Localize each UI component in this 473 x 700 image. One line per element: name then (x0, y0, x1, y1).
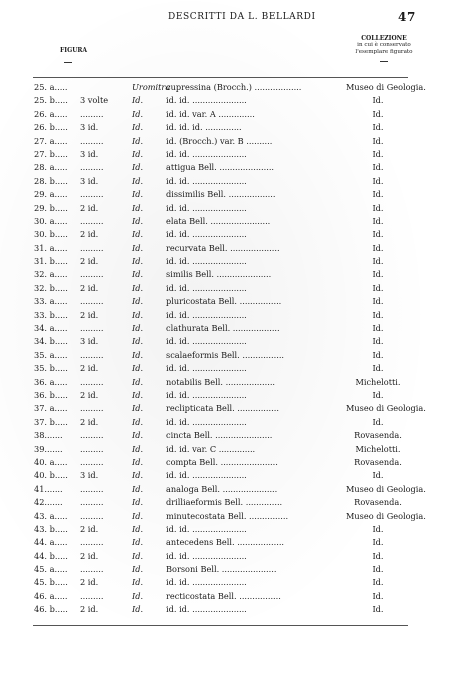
table-row (0, 550, 473, 563)
figure-number: 27. b..... (34, 148, 68, 159)
repeat-count: 2 id. (80, 577, 99, 588)
genus-name: Id. (132, 537, 144, 548)
repeat-count: 3 id. (80, 148, 99, 159)
table-row (0, 175, 473, 188)
species-name: recticostata Bell. ................ (166, 590, 281, 601)
genus-name: Id. (132, 456, 144, 467)
figure-number: 45. a..... (34, 564, 68, 575)
collection-name: Id. (372, 175, 384, 186)
species-name: id. id. ..................... (166, 282, 247, 293)
collection-name: Id. (372, 470, 384, 481)
species-name: pluricostata Bell. ................ (166, 296, 282, 307)
genus-name: Id. (132, 550, 144, 561)
figure-number: 25. a..... (34, 82, 68, 92)
species-name: id. id. ..................... (166, 550, 247, 561)
genus-name: Id. (132, 242, 144, 253)
figure-label: FIGURA (60, 47, 88, 54)
repeat-count: ......... (80, 323, 104, 334)
genus-name: Id. (132, 470, 144, 481)
genus-name: Id. (132, 309, 144, 320)
collection-name: Id. (372, 148, 384, 159)
table-row (0, 469, 473, 482)
repeat-count: 2 id. (80, 550, 99, 561)
repeat-count: 2 id. (80, 256, 99, 267)
repeat-count: 3 id. (80, 470, 99, 481)
species-name: drilliaeformis Bell. .............. (166, 497, 283, 508)
collection-name: Id. (372, 122, 384, 133)
table-row (0, 496, 473, 509)
collection-name: Michelotti. (355, 443, 401, 454)
figure-table (0, 81, 473, 617)
collection-name: Id. (372, 229, 384, 240)
table-row (0, 322, 473, 335)
collection-name: Id. (372, 242, 384, 253)
species-name: cincta Bell. ...................... (166, 430, 273, 441)
collection-label: COLLEZIONE (361, 35, 407, 42)
collection-name: Id. (372, 256, 384, 267)
collection-name: Id. (372, 323, 384, 334)
repeat-count: ......... (80, 162, 104, 173)
genus-name: Id. (132, 256, 144, 267)
species-name: id. id. ..................... (166, 416, 247, 427)
figure-number: 46. b..... (34, 604, 68, 615)
genus-name: Id. (132, 577, 144, 588)
table-row (0, 202, 473, 215)
figure-number: 28. a..... (34, 162, 68, 173)
table-row (0, 402, 473, 415)
genus-name: Id. (132, 323, 144, 334)
table-row (0, 376, 473, 389)
figure-number: 44. b..... (34, 550, 68, 561)
species-name: attigua Bell. ..................... (166, 162, 275, 173)
table-row (0, 523, 473, 536)
repeat-count: 2 id. (80, 309, 99, 320)
figure-number: 41....... (34, 483, 63, 494)
genus-name: Id. (132, 416, 144, 427)
species-name: id. id. var. A .............. (166, 108, 255, 119)
genus-name: Id. (132, 376, 144, 387)
repeat-count: 2 id. (80, 229, 99, 240)
species-name: cupressina (Brocch.) .................. (166, 82, 302, 92)
table-row (0, 563, 473, 576)
species-name: id. id. ..................... (166, 523, 247, 534)
collection-column-heading (352, 35, 416, 62)
collection-name: Museo di Geologia. (346, 403, 426, 414)
figure-heading-dash (64, 62, 72, 63)
collection-name: Rovasenda. (354, 497, 402, 508)
figure-number: 35. b..... (34, 363, 68, 374)
repeat-count: 2 id. (80, 523, 99, 534)
figure-number: 30. a..... (34, 215, 68, 226)
species-name: id. id. ..................... (166, 309, 247, 320)
genus-name: Id. (132, 403, 144, 414)
figure-number: 33. b..... (34, 309, 68, 320)
repeat-count: ......... (80, 497, 104, 508)
collection-name: Id. (372, 108, 384, 119)
figure-number: 37. b..... (34, 416, 68, 427)
figure-number: 36. b..... (34, 389, 68, 400)
repeat-count: ......... (80, 456, 104, 467)
collection-name: Id. (372, 309, 384, 320)
repeat-count: 2 id. (80, 363, 99, 374)
collection-name: Id. (372, 550, 384, 561)
collection-sub2: l'esemplare figurato (355, 49, 413, 55)
species-name: elata Bell. ....................... (166, 215, 271, 226)
figure-number: 33. a..... (34, 296, 68, 307)
table-row (0, 603, 473, 616)
figure-number: 29. a..... (34, 189, 68, 200)
table-row (0, 108, 473, 121)
collection-name: Id. (372, 202, 384, 213)
repeat-count: ......... (80, 564, 104, 575)
collection-sub1: in cui è conservato (357, 42, 411, 48)
figure-number: 28. b..... (34, 175, 68, 186)
repeat-count: 2 id. (80, 416, 99, 427)
collection-name: Rovasenda. (354, 456, 402, 467)
figure-number: 25. b..... (34, 95, 68, 106)
figure-number: 30. b..... (34, 229, 68, 240)
repeat-count: ......... (80, 269, 104, 280)
genus-name: Id. (132, 523, 144, 534)
collection-name: Museo di Geologia. (346, 483, 426, 494)
collection-name: Museo di Geologia. (346, 82, 426, 92)
figure-number: 37. a..... (34, 403, 68, 414)
genus-name: Id. (132, 497, 144, 508)
repeat-count: 3 volte (80, 95, 109, 106)
table-row (0, 362, 473, 375)
collection-name: Id. (372, 95, 384, 106)
species-name: antecedens Bell. .................. (166, 537, 285, 548)
species-name: id. id. ..................... (166, 175, 247, 186)
table-row (0, 188, 473, 201)
figure-number: 43. b..... (34, 523, 68, 534)
figure-number: 40. b..... (34, 470, 68, 481)
repeat-count: 2 id. (80, 604, 99, 615)
genus-name: Id. (132, 336, 144, 347)
collection-name: Id. (372, 590, 384, 601)
species-name: id. id. id. .............. (166, 122, 242, 133)
figure-number: 32. a..... (34, 269, 68, 280)
genus-name: Id. (132, 202, 144, 213)
genus-name: Id. (132, 95, 144, 106)
collection-name: Id. (372, 523, 384, 534)
repeat-count: ......... (80, 135, 104, 146)
repeat-count: 2 id. (80, 389, 99, 400)
repeat-count: ......... (80, 189, 104, 200)
collection-name: Id. (372, 336, 384, 347)
repeat-count: ......... (80, 430, 104, 441)
collection-name: Id. (372, 416, 384, 427)
genus-name: Id. (132, 604, 144, 615)
running-title: DESCRITTI DA L. BELLARDI (168, 12, 316, 22)
table-row (0, 282, 473, 295)
collection-name: Rovasenda. (354, 430, 402, 441)
genus-name: Uromitra (132, 82, 171, 92)
figure-number: 26. b..... (34, 122, 68, 133)
species-name: id. id. ..................... (166, 604, 247, 615)
genus-name: Id. (132, 189, 144, 200)
table-row (0, 135, 473, 148)
species-name: id. id. ..................... (166, 148, 247, 159)
bottom-rule (33, 625, 408, 626)
table-row (0, 510, 473, 523)
table-row (0, 349, 473, 362)
figure-number: 44. a..... (34, 537, 68, 548)
figure-number: 29. b..... (34, 202, 68, 213)
table-row (0, 161, 473, 174)
table-row (0, 268, 473, 281)
repeat-count: ......... (80, 537, 104, 548)
collection-name: Michelotti. (355, 376, 401, 387)
genus-name: Id. (132, 108, 144, 119)
genus-name: Id. (132, 430, 144, 441)
figure-number: 27. a..... (34, 135, 68, 146)
species-name: id. id. var. C .............. (166, 443, 256, 454)
species-name: id. id. ..................... (166, 363, 247, 374)
collection-name: Id. (372, 269, 384, 280)
table-row (0, 590, 473, 603)
species-name: Borsoni Bell. ..................... (166, 564, 277, 575)
species-name: reclipticata Bell. ................ (166, 403, 279, 414)
repeat-count: ......... (80, 590, 104, 601)
genus-name: Id. (132, 135, 144, 146)
species-name: id. id. ..................... (166, 229, 247, 240)
genus-name: Id. (132, 510, 144, 521)
repeat-count: ......... (80, 483, 104, 494)
repeat-count: ......... (80, 108, 104, 119)
repeat-count: ......... (80, 242, 104, 253)
collection-name: Id. (372, 604, 384, 615)
genus-name: Id. (132, 296, 144, 307)
genus-name: Id. (132, 349, 144, 360)
repeat-count: ......... (80, 215, 104, 226)
repeat-count: 3 id. (80, 122, 99, 133)
page-number: 47 (398, 10, 416, 24)
figure-number: 31. b..... (34, 256, 68, 267)
genus-name: Id. (132, 229, 144, 240)
figure-number: 34. a..... (34, 323, 68, 334)
figure-number: 32. b..... (34, 282, 68, 293)
figure-number: 46. a..... (34, 590, 68, 601)
collection-name: Id. (372, 349, 384, 360)
table-row (0, 416, 473, 429)
collection-name: Id. (372, 162, 384, 173)
collection-name: Id. (372, 389, 384, 400)
species-name: compta Bell. ...................... (166, 456, 278, 467)
collection-name: Id. (372, 189, 384, 200)
repeat-count: 2 id. (80, 202, 99, 213)
genus-name: Id. (132, 148, 144, 159)
collection-name: Id. (372, 577, 384, 588)
collection-name: Id. (372, 135, 384, 146)
genus-name: Id. (132, 122, 144, 133)
collection-name: Id. (372, 537, 384, 548)
table-row (0, 335, 473, 348)
figure-number: 40. a..... (34, 456, 68, 467)
species-name: id. id. ..................... (166, 577, 247, 588)
genus-name: Id. (132, 483, 144, 494)
table-row (0, 215, 473, 228)
repeat-count: ......... (80, 510, 104, 521)
species-name: notabilis Bell. ................... (166, 376, 276, 387)
table-row (0, 242, 473, 255)
figure-number: 43. a..... (34, 510, 68, 521)
repeat-count: ......... (80, 349, 104, 360)
species-name: id. id. ..................... (166, 202, 247, 213)
repeat-count: 2 id. (80, 282, 99, 293)
table-row (0, 295, 473, 308)
species-name: id. (Brocch.) var. B .......... (166, 135, 273, 146)
table-row (0, 443, 473, 456)
table-row (0, 456, 473, 469)
species-name: scalaeformis Bell. ................ (166, 349, 285, 360)
genus-name: Id. (132, 215, 144, 226)
genus-name: Id. (132, 269, 144, 280)
table-row (0, 309, 473, 322)
figure-number: 36. a..... (34, 376, 68, 387)
figure-number: 45. b..... (34, 577, 68, 588)
figure-number: 35. a..... (34, 349, 68, 360)
table-row (0, 429, 473, 442)
table-row (0, 94, 473, 107)
top-rule (33, 77, 408, 78)
repeat-count: 3 id. (80, 336, 99, 347)
species-name: minutecostata Bell. ............... (166, 510, 289, 521)
figure-number: 42....... (34, 497, 63, 508)
species-name: clathurata Bell. .................. (166, 323, 280, 334)
genus-name: Id. (132, 564, 144, 575)
species-name: id. id. ..................... (166, 256, 247, 267)
genus-name: Id. (132, 282, 144, 293)
figure-number: 26. a..... (34, 108, 68, 119)
table-row (0, 483, 473, 496)
species-name: id. id. ..................... (166, 470, 247, 481)
figure-number: 38....... (34, 430, 63, 441)
collection-name: Id. (372, 215, 384, 226)
table-row (0, 389, 473, 402)
table-row (0, 148, 473, 161)
genus-name: Id. (132, 162, 144, 173)
collection-name: Id. (372, 564, 384, 575)
species-name: id. id. ..................... (166, 95, 247, 106)
collection-name: Museo di Geologia. (346, 510, 426, 521)
genus-name: Id. (132, 363, 144, 374)
collection-name: Id. (372, 282, 384, 293)
collection-heading-dash (380, 61, 388, 62)
repeat-count: 3 id. (80, 175, 99, 186)
figure-number: 31. a..... (34, 242, 68, 253)
repeat-count: ......... (80, 376, 104, 387)
repeat-count: ......... (80, 443, 104, 454)
table-row (0, 228, 473, 241)
genus-name: Id. (132, 590, 144, 601)
table-row (0, 536, 473, 549)
collection-name: Id. (372, 363, 384, 374)
table-row (0, 81, 473, 94)
repeat-count: ......... (80, 296, 104, 307)
species-name: id. id. ..................... (166, 336, 247, 347)
table-row (0, 121, 473, 134)
table-row (0, 255, 473, 268)
species-name: dissimilis Bell. .................. (166, 189, 276, 200)
genus-name: Id. (132, 389, 144, 400)
table-row (0, 576, 473, 589)
species-name: recurvata Bell. ................... (166, 242, 280, 253)
running-head (0, 12, 473, 26)
species-name: analoga Bell. ..................... (166, 483, 278, 494)
collection-name: Id. (372, 296, 384, 307)
species-name: similis Bell. ..................... (166, 269, 272, 280)
genus-name: Id. (132, 175, 144, 186)
figure-number: 34. b..... (34, 336, 68, 347)
figure-column-heading (60, 47, 87, 63)
genus-name: Id. (132, 443, 144, 454)
species-name: id. id. ..................... (166, 389, 247, 400)
figure-number: 39....... (34, 443, 63, 454)
repeat-count: ......... (80, 403, 104, 414)
